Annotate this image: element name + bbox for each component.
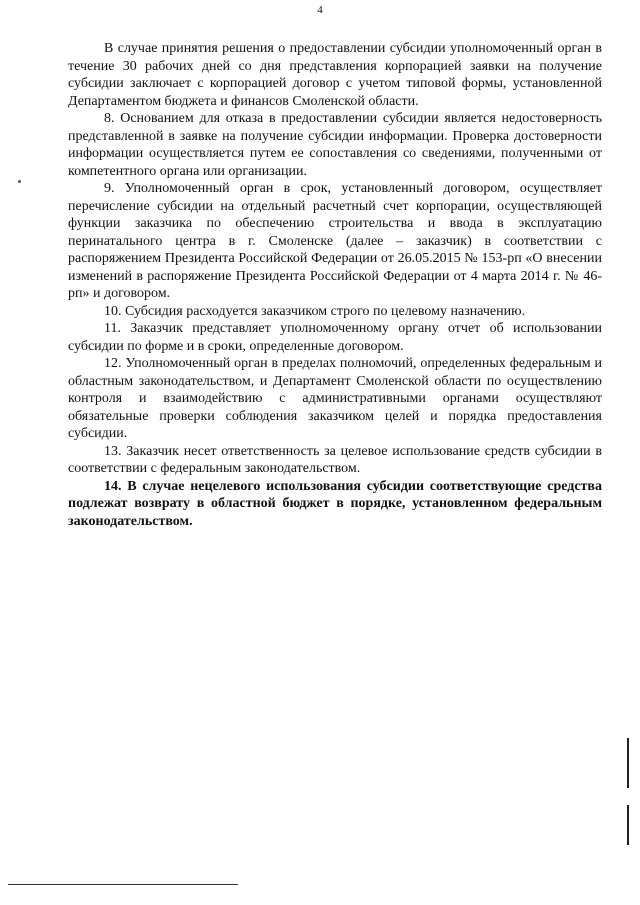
paragraph-14-refund: 14. В случае нецелевого использования субсидии соответствующие средства подлежат возврату в областной бюджет в порядке, установленном федеральным законодательством. (68, 478, 602, 529)
scan-margin-mark (18, 180, 21, 183)
page-number: 4 (317, 4, 323, 16)
paragraph-13-responsibility: 13. Заказчик несет ответственность за целевое использование средств субсидии в соответствии с федеральным законодательством. (68, 443, 602, 476)
footnote-separator-line (8, 884, 238, 885)
paragraph-11-report: 11. Заказчик представляет уполномоченному органу отчет об использовании субсидии по форме и в сроки, определенные договором. (68, 321, 602, 354)
paragraph-8-refusal-grounds: 8. Основанием для отказа в предоставлении субсидии является недостоверность представленной в заявке на получение субсидии информации. Проверка достоверности информации осуществляется путем ее сопоставления со сведениями, полученными от компетентного органа или организации. (68, 111, 602, 179)
paragraph-9-subsidy-transfer: 9. Уполномоченный орган в срок, установленный договором, осуществляет перечисление субсидии на отдельный расчетный счет корпорации, осуществляющей функции заказчика по обеспечению строительства и ввода в эксплуатацию перинатального центра в г. Смоленске (далее – заказчик) в соответствии с распоряжением Президента Российской Федерации от 26.05.2015 № 153-рп «О внесении изменений в распоряжение Президента Российской Федерации от 4 марта 2014 г. № 46-рп» и договором. (68, 181, 602, 301)
paragraph-10-target-use: 10. Субсидия расходуется заказчиком строго по целевому назначению. (104, 303, 526, 319)
document-body (68, 40, 602, 530)
scan-edge-mark (627, 738, 629, 788)
scan-edge-mark (627, 805, 629, 845)
paragraph-subsidy-agreement: В случае принятия решения о предоставлении субсидии уполномоченный орган в течение 30 рабочих дней со дня представления корпорацией заявки на получение субсидии заключает с корпорацией договор с учетом типовой формы, установленной Департаментом бюджета и финансов Смоленской области. (68, 41, 602, 109)
paragraph-12-control: 12. Уполномоченный орган в пределах полномочий, определенных федеральным и областным законодательством, и Департамент Смоленской области по осуществлению контроля и взаимодействию с административными органами осуществляют обязательные проверки соблюдения заказчиком целей и порядка предоставления субсидии. (68, 356, 602, 441)
